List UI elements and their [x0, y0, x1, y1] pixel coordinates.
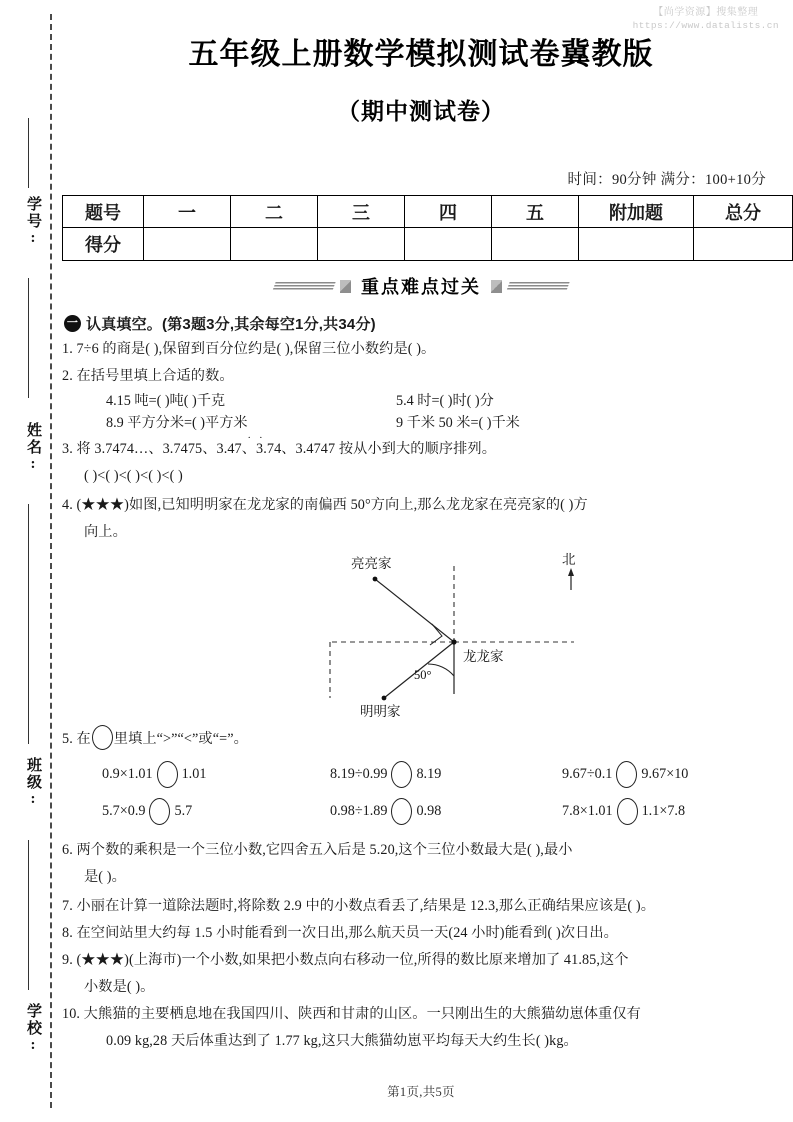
direction-diagram: [62, 546, 780, 721]
question-6-line-2: 是( )。: [84, 869, 126, 885]
table-row: [63, 196, 793, 228]
score-table-col-1: 一: [144, 196, 231, 228]
diagram-label-north: 北: [562, 552, 576, 567]
score-table-col-4: 四: [405, 196, 492, 228]
sidebar-rule-4: [28, 840, 29, 990]
compare-item-4: [102, 798, 330, 825]
sidebar-rule-1: [28, 118, 29, 188]
repeating-digits: 47: [227, 441, 242, 457]
score-table: [62, 195, 793, 261]
question-4-line-2: 向上。: [84, 524, 127, 540]
watermark-url: https://www.datalists.cn: [632, 19, 779, 31]
page-footer: 第1页,共5页: [387, 1085, 455, 1099]
compare-item-2: [330, 761, 562, 788]
compare-item-5: [330, 798, 562, 825]
answer-oval-1[interactable]: [157, 761, 178, 788]
answer-oval-6[interactable]: [617, 798, 638, 825]
compare-left-5: 0.98÷1.89: [330, 803, 388, 819]
diagram-label-mingming: 明明家: [360, 704, 401, 719]
score-table-row-label-1: 题号: [63, 196, 144, 228]
diagram-label-longlong: 龙龙家: [463, 649, 504, 664]
question-3-blanks[interactable]: ( )<( )<( )<( )<( ): [84, 468, 183, 484]
question-10-line-1: 10. 大熊猫的主要栖息地在我国四川、陕西和甘肃的山区。一只刚出生的大熊猫幼崽体重仅有: [62, 1006, 641, 1022]
compare-right-6: 1.1×7.8: [641, 803, 686, 819]
question-8: 8. 在空间站里大约每 1.5 小时能看到一次日出,那么航天员一天(24 小时)能看到( )次日出。: [62, 925, 618, 941]
sidebar-field-school: 学校:: [25, 1003, 41, 1055]
section-heading-text: 认真填空。(第3题3分,其余每空1分,共34分): [86, 316, 376, 333]
score-table-row-label-2: 得分: [63, 228, 144, 261]
question-2-stem: 2. 在括号里填上合适的数。: [62, 368, 234, 384]
question-4-line-1: 4. (★★★)如图,已知明明家在龙龙家的南偏西 50°方向上,那么龙龙家在亮亮家的( )方: [62, 497, 588, 513]
diagram-label-liangliang: 亮亮家: [351, 556, 392, 571]
repeating-dots-icon: ··: [247, 432, 271, 444]
compare-left-1: 0.9×1.01: [102, 766, 153, 782]
sidebar-rule-3: [28, 504, 29, 744]
compare-left-4: 5.7×0.9: [102, 803, 146, 819]
question-5-stem-pre: 5. 在: [62, 731, 91, 747]
question-5-stem-post: 里填上“>”“<”或“=”。: [113, 731, 248, 747]
question-1: 1. 7÷6 的商是( ),保留到百分位约是( ),保留三位小数约是( )。: [62, 341, 436, 357]
direction-diagram-svg: [62, 546, 780, 721]
answer-oval-5[interactable]: [391, 798, 412, 825]
compare-item-6: [562, 798, 685, 825]
section-banner: [62, 273, 780, 299]
question-2-b2: 9 千米 50 米=( )千米: [396, 415, 520, 431]
answer-oval-stem[interactable]: [92, 725, 113, 750]
exam-meta: 时间：90分钟 满分：100+10分: [567, 172, 766, 188]
question-2-row-a: [62, 390, 780, 410]
score-cell-extra[interactable]: [579, 228, 694, 261]
answer-oval-4[interactable]: [149, 798, 170, 825]
compare-right-2: 8.19: [416, 766, 442, 782]
question-5-row-2: [62, 798, 780, 825]
compare-left-2: 8.19÷0.99: [330, 766, 388, 782]
cut-dashed-line: [50, 14, 52, 1108]
answer-oval-2[interactable]: [391, 761, 412, 788]
compare-right-3: 9.67×10: [641, 766, 689, 782]
compare-right-1: 1.01: [181, 766, 207, 782]
score-table-col-3: 三: [318, 196, 405, 228]
score-table-col-5: 五: [492, 196, 579, 228]
sidebar-field-class: 班级:: [25, 757, 41, 809]
ribbon-left-decoration: [272, 282, 335, 291]
repeating-decimal: [227, 432, 271, 457]
question-2-b1: 8.9 平方分米=( )平方米: [106, 415, 248, 431]
compare-left-6: 7.8×1.01: [562, 803, 613, 819]
page-title: 五年级上册数学模拟测试卷冀教版: [188, 38, 654, 71]
section-bullet-icon: 一: [64, 315, 81, 332]
answer-oval-3[interactable]: [616, 761, 637, 788]
diagram-label-angle: 50°: [414, 668, 432, 682]
question-2-row-b: [62, 412, 780, 432]
score-table-col-total: 总分: [694, 196, 793, 228]
compare-left-3: 9.67÷0.1: [562, 766, 613, 782]
score-cell-1[interactable]: [144, 228, 231, 261]
sidebar-rule-2: [28, 278, 29, 398]
question-2-a2: 5.4 时=( )时( )分: [396, 393, 494, 409]
question-10-line-2: 0.09 kg,28 天后体重达到了 1.77 kg,这只大熊猫幼崽平均每天大约生长( )kg。: [106, 1033, 578, 1049]
score-cell-4[interactable]: [405, 228, 492, 261]
banner-nub-left-icon: [340, 280, 351, 293]
question-2-a1: 4.15 吨=( )吨( )千克: [106, 393, 226, 409]
banner-nub-right-icon: [491, 280, 502, 293]
binding-sidebar: [0, 0, 58, 1122]
score-cell-2[interactable]: [231, 228, 318, 261]
score-table-col-2: 二: [231, 196, 318, 228]
section-heading: [64, 313, 780, 334]
score-cell-3[interactable]: [318, 228, 405, 261]
compare-item-3: [562, 761, 688, 788]
sidebar-field-student-id: 学号:: [25, 196, 41, 248]
question-5-stem: [62, 725, 780, 751]
page-subtitle: （期中测试卷）: [337, 99, 505, 124]
score-cell-total[interactable]: [694, 228, 793, 261]
sidebar-field-name: 姓名:: [25, 422, 41, 474]
question-9-line-1: 9. (★★★)(上海市)一个小数,如果把小数点向右移动一位,所得的数比原来增加了 41.85,这个: [62, 952, 629, 968]
compare-item-1: [102, 761, 330, 788]
banner-title: 重点难点过关: [361, 277, 481, 297]
ribbon-right-decoration: [506, 282, 569, 291]
question-3-stem-post: 、3.74、3.4747 按从小到大的顺序排列。: [241, 441, 496, 457]
table-row: [63, 228, 793, 261]
exam-page: [62, 0, 780, 1122]
score-cell-5[interactable]: [492, 228, 579, 261]
compare-right-5: 0.98: [416, 803, 442, 819]
question-3-stem: [62, 432, 780, 461]
question-5-row-1: [62, 761, 780, 788]
question-7: 7. 小丽在计算一道除法题时,将除数 2.9 中的小数点看丢了,结果是 12.3,那么正确结果应该是( )。: [62, 898, 655, 914]
question-3-stem-pre: 3. 将 3.7474…、3.7475、3.: [62, 441, 228, 457]
compare-right-4: 5.7: [174, 803, 193, 819]
score-table-col-extra: 附加题: [579, 196, 694, 228]
question-9-line-2: 小数是( )。: [84, 979, 155, 995]
question-6-line-1: 6. 两个数的乘积是一个三位小数,它四舍五入后是 5.20,这个三位小数最大是( ),最小: [62, 842, 573, 858]
watermark-label: 【尚学资源】搜集整理: [653, 7, 759, 18]
